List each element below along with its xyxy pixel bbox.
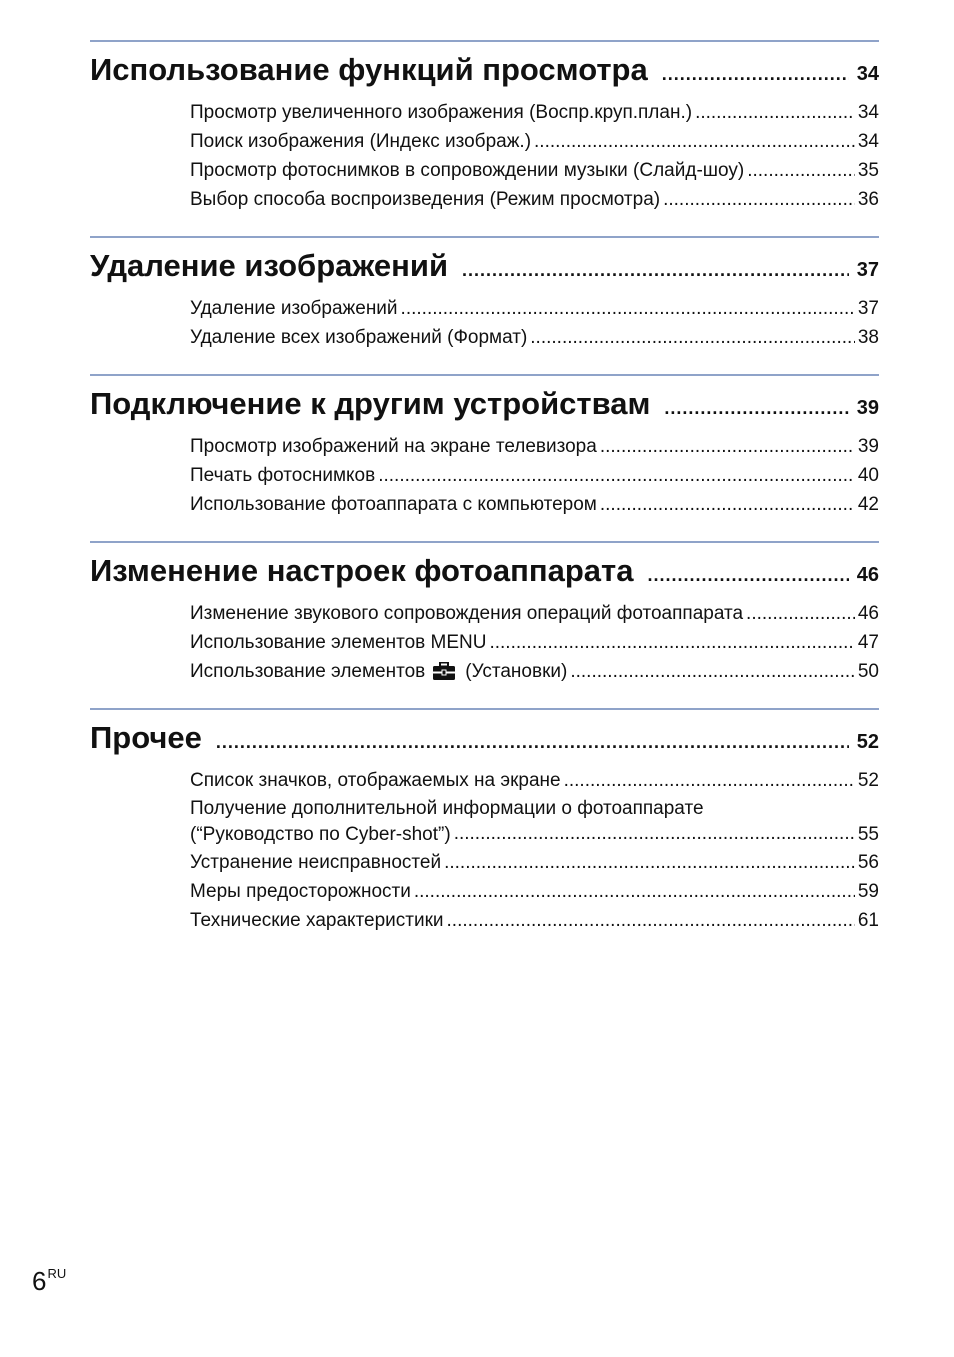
dot-leader <box>570 661 855 686</box>
entry-label: Технические характеристики <box>190 910 444 931</box>
dot-leader <box>444 852 855 877</box>
section-title: Прочее <box>90 720 202 755</box>
entry-label: Изменение звукового сопровождения операций фотоаппарата <box>190 603 744 624</box>
toc-section-connecting <box>90 374 879 519</box>
dot-leader <box>564 770 855 795</box>
entry-page-number: 36 <box>857 189 879 210</box>
entry-label: Устранение неисправностей <box>190 852 442 873</box>
toolbox-icon <box>433 662 455 680</box>
section-items <box>190 98 879 214</box>
entry-label: Удаление всех изображений (Формат) <box>190 327 528 348</box>
toc-entry[interactable] <box>190 127 879 156</box>
toc-entry[interactable] <box>190 156 879 185</box>
section-page-number: 46 <box>856 564 879 586</box>
dot-leader <box>401 298 855 323</box>
toc-entry[interactable] <box>190 294 879 323</box>
section-heading[interactable] <box>90 242 879 284</box>
entry-label-line-1: Получение дополнительной информации о фотоаппарате <box>190 798 704 819</box>
entry-page-number: 59 <box>857 881 879 902</box>
section-items <box>190 766 879 935</box>
dot-leader <box>447 910 855 935</box>
entry-label: Поиск изображения (Индекс изображ.) <box>190 131 532 152</box>
entry-page-number: 52 <box>857 770 879 791</box>
toc-entry[interactable] <box>190 490 879 519</box>
page-number <box>32 1266 66 1297</box>
entry-page-number: 50 <box>857 661 879 682</box>
dot-leader <box>695 102 855 127</box>
page-number-value: 6 <box>32 1266 47 1296</box>
entry-page-number: 38 <box>857 327 879 348</box>
toc-entry[interactable] <box>190 323 879 352</box>
section-items <box>190 432 879 519</box>
entry-page-number: 55 <box>857 824 879 845</box>
entry-page-number: 37 <box>857 298 879 319</box>
section-heading[interactable] <box>90 714 879 756</box>
entry-label: Просмотр фотоснимков в сопровождении музыки (Слайд-шоу) <box>190 160 745 181</box>
dot-leader <box>454 823 855 848</box>
entry-page-number: 34 <box>857 131 879 152</box>
toc-section-deleting <box>90 236 879 352</box>
section-items <box>190 294 879 352</box>
section-page-number: 34 <box>856 63 879 85</box>
entry-label: Использование элементов MENU <box>190 632 487 653</box>
toc-entry[interactable] <box>190 599 879 628</box>
section-page-number: 39 <box>856 397 879 419</box>
table-of-contents <box>90 40 879 935</box>
section-divider <box>90 236 879 238</box>
dot-leader <box>746 603 855 628</box>
dot-leader <box>414 881 855 906</box>
section-divider <box>90 708 879 710</box>
toc-section-settings <box>90 541 879 686</box>
section-title: Использование функций просмотра <box>90 52 648 87</box>
dot-leader <box>489 632 854 657</box>
toc-entry[interactable] <box>190 877 879 906</box>
entry-label: Просмотр изображений на экране телевизора <box>190 436 597 457</box>
entry-label: Меры предосторожности <box>190 881 411 902</box>
toc-entry[interactable] <box>190 906 879 935</box>
section-title: Удаление изображений <box>90 248 449 283</box>
dot-leader <box>747 160 855 185</box>
entry-label: Печать фотоснимков <box>190 465 376 486</box>
entry-page-number: 34 <box>857 102 879 123</box>
entry-label: Использование фотоаппарата с компьютером <box>190 494 597 515</box>
dot-leader <box>378 465 855 490</box>
section-divider <box>90 541 879 543</box>
entry-page-number: 56 <box>857 852 879 873</box>
entry-label: Удаление изображений <box>190 298 398 319</box>
toc-entry[interactable] <box>190 795 879 848</box>
toc-entry[interactable] <box>190 98 879 127</box>
section-divider <box>90 374 879 376</box>
section-divider <box>90 40 879 42</box>
dot-leader <box>647 566 848 589</box>
section-page-number: 52 <box>856 731 879 753</box>
entry-page-number: 40 <box>857 465 879 486</box>
entry-page-number: 46 <box>857 603 879 624</box>
dot-leader <box>462 261 849 284</box>
toc-entry[interactable] <box>190 461 879 490</box>
entry-page-number: 42 <box>857 494 879 515</box>
entry-page-number: 47 <box>857 632 879 653</box>
section-items <box>190 599 879 686</box>
entry-line-2 <box>190 822 879 848</box>
entry-label-before-icon: Использование элементов <box>190 661 426 682</box>
language-suffix: RU <box>47 1266 67 1281</box>
section-heading[interactable] <box>90 547 879 589</box>
section-heading[interactable] <box>90 46 879 88</box>
toc-section-other <box>90 708 879 935</box>
entry-label-after-icon: (Установки) <box>465 661 568 682</box>
toc-entry[interactable] <box>190 848 879 877</box>
toc-entry[interactable] <box>190 628 879 657</box>
entry-page-number: 35 <box>857 160 879 181</box>
dot-leader <box>530 327 855 352</box>
dot-leader <box>663 189 855 214</box>
entry-label <box>190 657 567 686</box>
entry-label-line-2: (“Руководство по Cyber-shot”) <box>190 824 451 845</box>
entry-label: Просмотр увеличенного изображения (Воспр.круп.план.) <box>190 102 693 123</box>
entry-page-number: 39 <box>857 436 879 457</box>
entry-label: Список значков, отображаемых на экране <box>190 770 561 791</box>
dot-leader <box>600 436 855 461</box>
entry-page-number: 61 <box>857 910 879 931</box>
dot-leader <box>662 65 849 88</box>
toc-entry[interactable] <box>190 185 879 214</box>
toc-section-playback <box>90 40 879 214</box>
section-page-number: 37 <box>856 259 879 281</box>
dot-leader <box>534 131 855 156</box>
toc-entry[interactable] <box>190 657 879 686</box>
dot-leader <box>216 733 849 756</box>
section-title: Изменение настроек фотоаппарата <box>90 553 634 588</box>
section-heading[interactable] <box>90 380 879 422</box>
entry-label: Выбор способа воспроизведения (Режим просмотра) <box>190 189 661 210</box>
dot-leader <box>600 494 855 519</box>
toc-entry[interactable] <box>190 432 879 461</box>
dot-leader <box>664 399 848 422</box>
section-title: Подключение к другим устройствам <box>90 386 651 421</box>
toc-entry[interactable] <box>190 766 879 795</box>
